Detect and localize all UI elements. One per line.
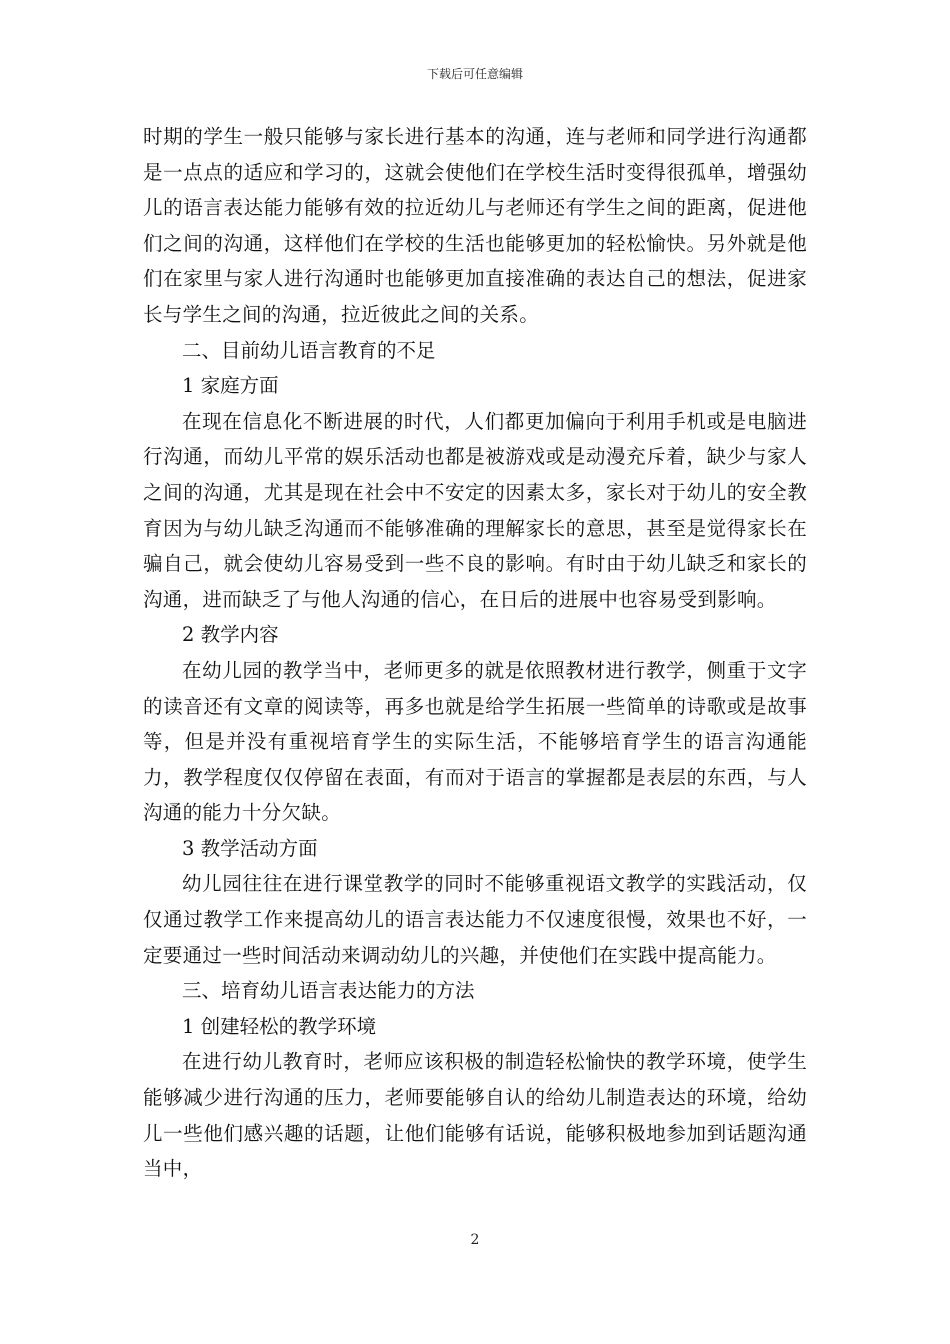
subsection-heading: 1 创建轻松的教学环境 [182,1014,377,1038]
paragraph: 时期的学生一般只能够与家长进行基本的沟通，连与老师和同学进行沟通都是一点点的适应和学习的，这就会使他们在学校生活时变得很孤单，增强幼儿的语言表达能力能够有效的拉近幼儿与老师还有学生之间的距离，促进他们之间的沟通，这样他们在学校的生活也能够更加的轻松愉快。另外就是他们在家里与家人进行沟通时也能够更加直接准确的表达自己的想法，促进家长与学生之间的沟通，拉近彼此之间的关系。 [143,125,807,326]
subsection-heading: 1 家庭方面 [182,374,279,398]
page-header: 下载后可任意编辑 [426,67,523,81]
paragraph: 在现在信息化不断进展的时代，人们都更加偏向于利用手机或是电脑进行沟通，而幼儿平常的娱乐活动也都是被游戏或是动漫充斥着，缺少与家人之间的沟通，尤其是现在社会中不安定的因素太多，家长对于幼儿的安全教育因为与幼儿缺乏沟通而不能够准确的理解家长的意思，甚至是觉得家长在骗自己，就会使幼儿容易受到一些不良的影响。有时由于幼儿缺乏和家长的沟通，进而缺乏了与他人沟通的信心，在日后的进展中也容易受到影响。 [143,409,807,611]
paragraph: 幼儿园往往在进行课堂教学的同时不能够重视语文教学的实践活动，仅仅通过教学工作来提高幼儿的语言表达能力不仅速度很慢，效果也不好，一定要通过一些时间活动来调动幼儿的兴趣，并使他们在实践中提高能力。 [143,872,807,967]
document-body [143,119,807,1187]
page-number: 2 [470,1232,480,1248]
section-heading: 二、目前幼儿语言教育的不足 [182,338,436,362]
paragraph: 在幼儿园的教学当中，老师更多的就是依照教材进行教学，侧重于文字的读音还有文章的阅读等，再多也就是给学生拓展一些简单的诗歌或是故事等，但是并没有重视培育学生的实际生活，不能够培育学生的语言沟通能力，教学程度仅仅停留在表面，有而对于语言的掌握都是表层的东西，与人沟通的能力十分欠缺。 [143,658,807,825]
section-heading: 三、培育幼儿语言表达能力的方法 [182,979,475,1003]
subsection-heading: 3 教学活动方面 [182,836,318,860]
subsection-heading: 2 教学内容 [182,623,279,647]
paragraph: 在进行幼儿教育时，老师应该积极的制造轻松愉快的教学环境，使学生能够减少进行沟通的压力，老师要能够自认的给幼儿制造表达的环境，给幼儿一些他们感兴趣的话题，让他们能够有话说，能够积极地参加到话题沟通当中， [143,1050,807,1181]
